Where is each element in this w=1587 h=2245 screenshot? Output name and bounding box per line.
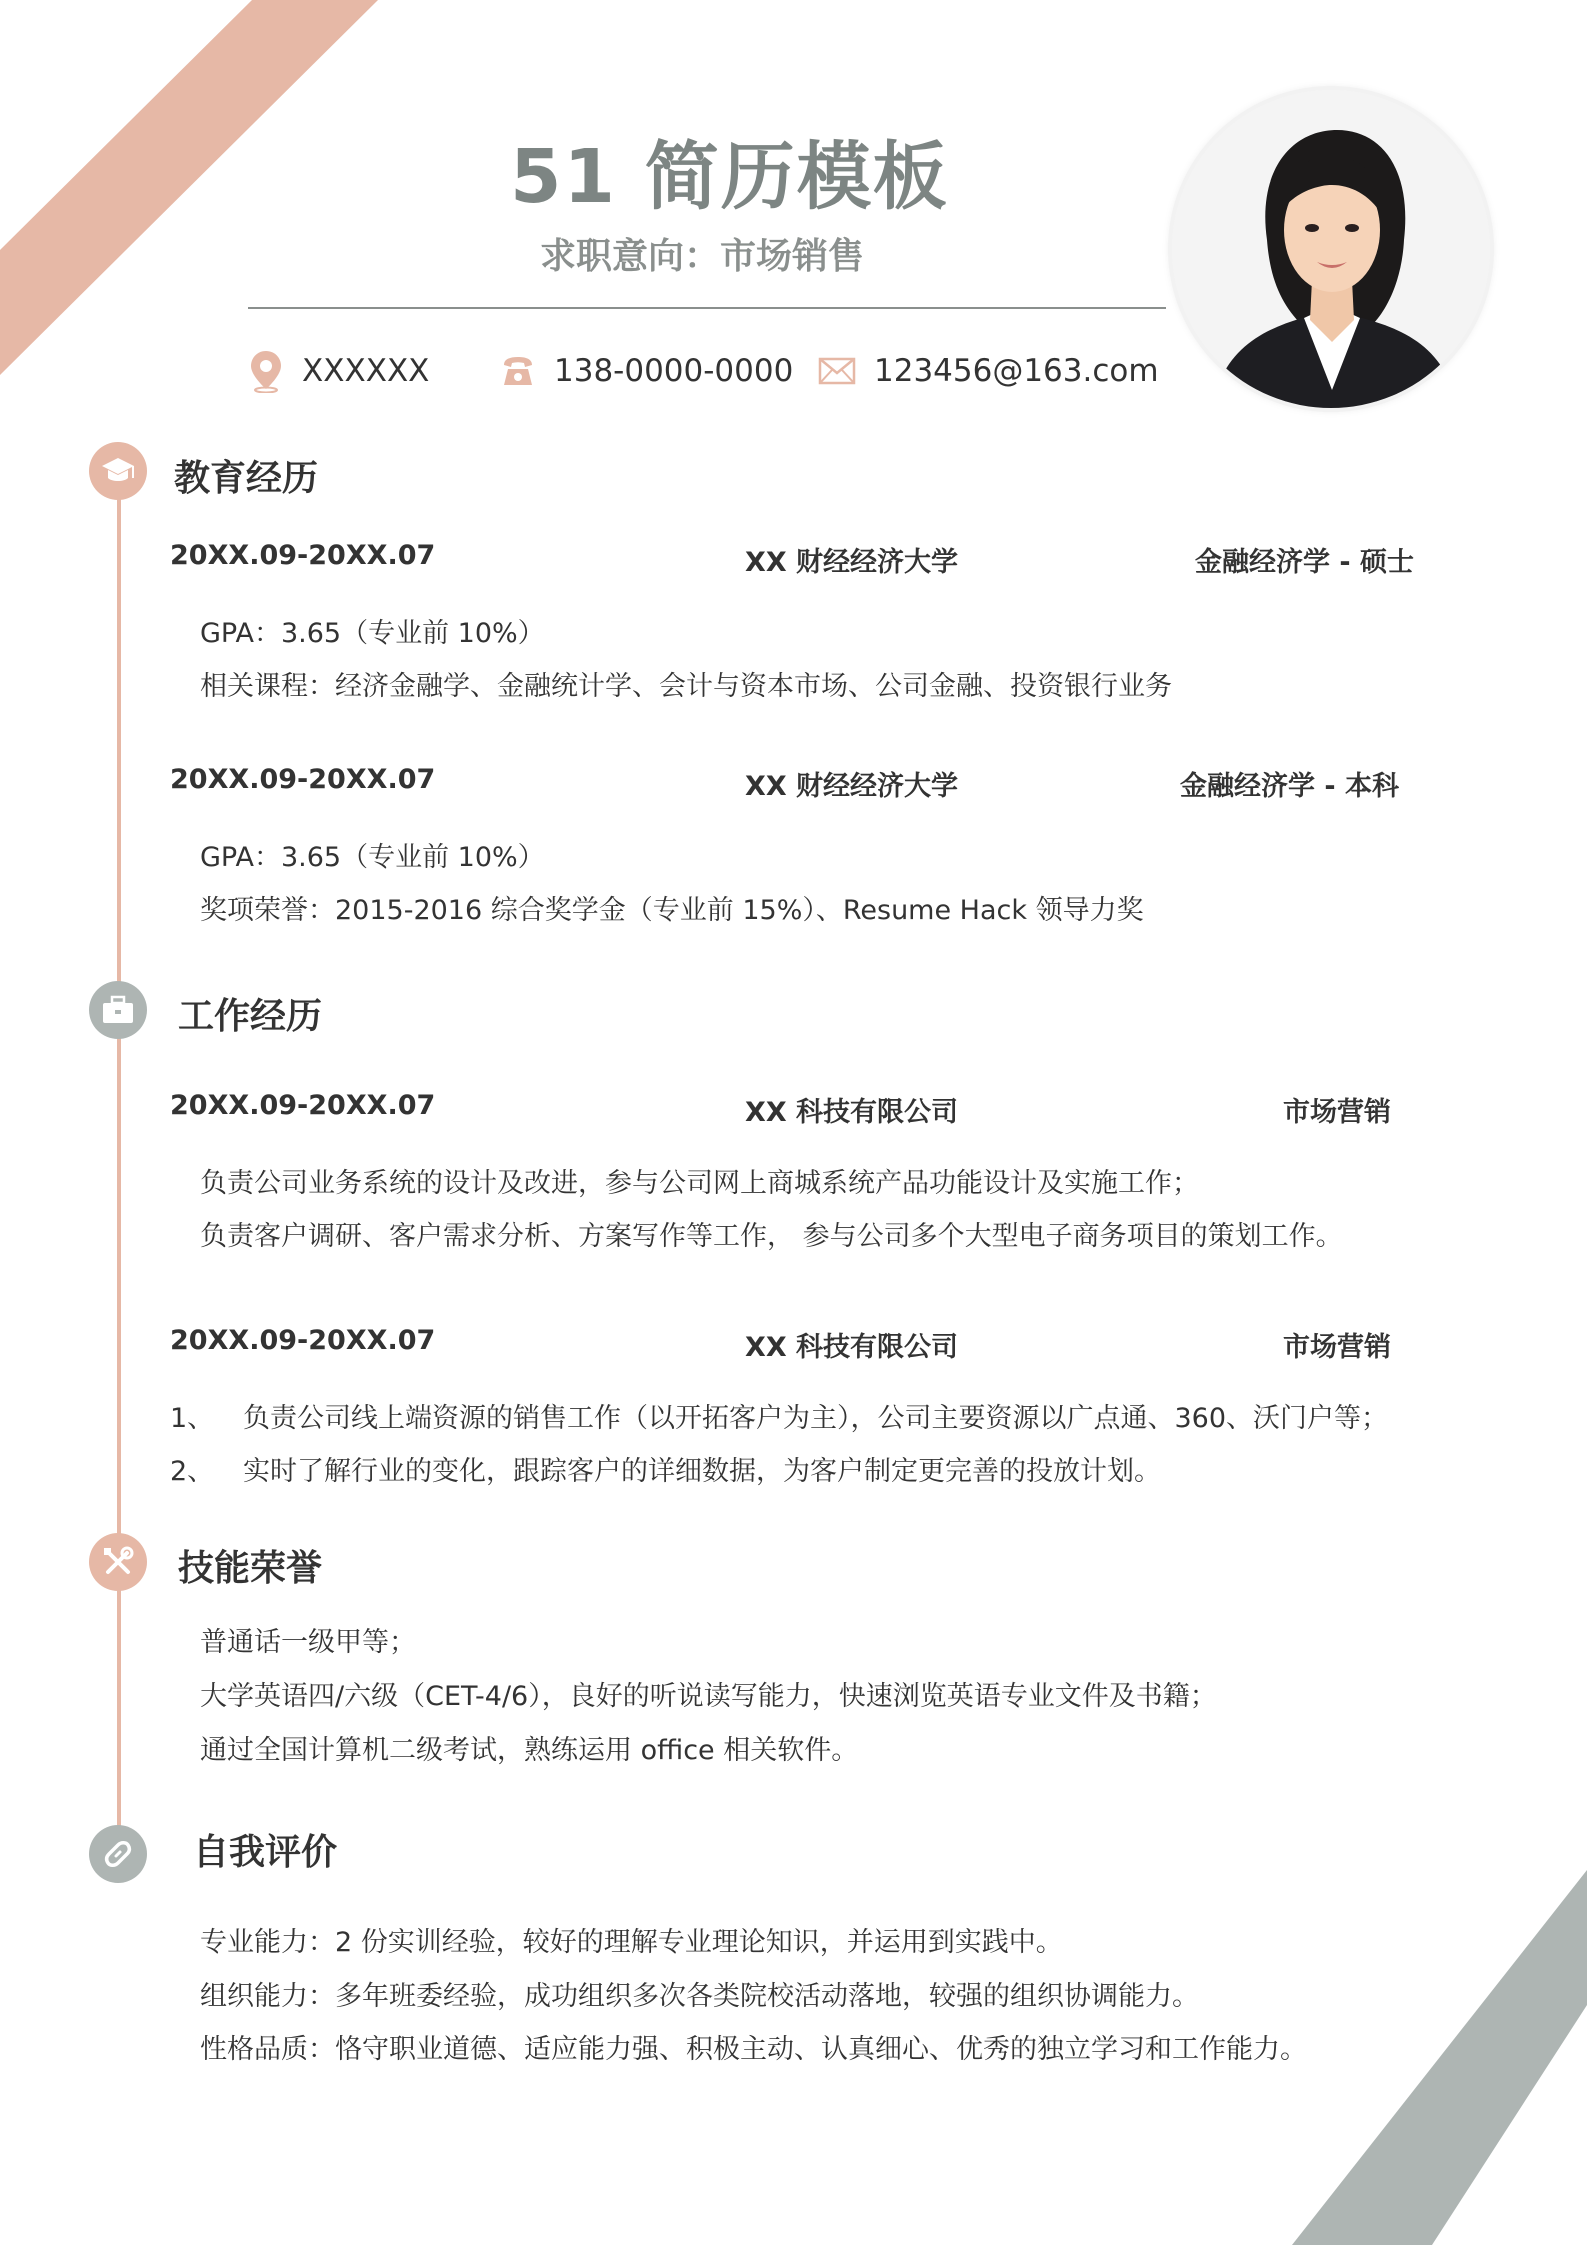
graduation-cap-icon [100, 456, 136, 486]
work1-company: XX 科技有限公司 [745, 1097, 959, 1128]
briefcase-icon [100, 995, 136, 1025]
edu1-degree: 金融经济学 - 硕士 [1195, 547, 1415, 578]
work2-num-2: 2、 [170, 1456, 215, 1487]
edu2-line-1: GPA：3.65（专业前 10%） [200, 842, 545, 873]
work1-line-1: 负责公司业务系统的设计及改进，参与公司网上商城系统产品功能设计及实施工作； [200, 1168, 1199, 1199]
mail-icon [818, 356, 856, 386]
self-title: 自我评价 [193, 1832, 338, 1873]
phone-icon [500, 353, 536, 389]
job-objective: 求职意向：市场销售 [540, 236, 865, 277]
contact-location [248, 346, 429, 396]
phone-text: 138-0000-0000 [554, 353, 794, 389]
header-divider [248, 307, 1166, 309]
education-title: 教育经历 [174, 458, 319, 499]
work1-date: 20XX.09-20XX.07 [170, 1090, 436, 1121]
edu2-degree: 金融经济学 - 本科 [1180, 771, 1400, 802]
edu1-line-2: 相关课程：经济金融学、金融统计学、会计与资本市场、公司金融、投资银行业务 [200, 671, 1172, 702]
edu2-school: XX 财经经济大学 [745, 771, 959, 802]
work2-company: XX 科技有限公司 [745, 1332, 959, 1363]
work-title: 工作经历 [178, 996, 323, 1037]
contact-phone [500, 346, 793, 396]
self-badge [89, 1825, 147, 1883]
skills-line-1: 普通话一级甲等； [200, 1627, 416, 1658]
contact-email [818, 346, 1159, 396]
work2-num-1: 1、 [170, 1403, 215, 1434]
work-badge [89, 981, 147, 1039]
skills-title: 技能荣誉 [178, 1548, 323, 1589]
portrait-photo [1172, 90, 1490, 408]
skills-line-3: 通过全国计算机二级考试，熟练运用 office 相关软件。 [200, 1735, 859, 1766]
work2-line-1: 负责公司线上端资源的销售工作（以开拓客户为主），公司主要资源以广点通、360、沃门户等； [243, 1403, 1389, 1434]
work2-role: 市场营销 [1283, 1332, 1391, 1363]
resume-title: 51 简历模板 [510, 134, 949, 220]
skills-line-2: 大学英语四/六级（CET-4/6），良好的听说读写能力，快速浏览英语专业文件及书籍； [200, 1681, 1217, 1712]
location-text: XXXXXX [302, 353, 430, 389]
work2-line-2: 实时了解行业的变化，跟踪客户的详细数据，为客户制定更完善的投放计划。 [243, 1456, 1161, 1487]
self-line-3: 性格品质：恪守职业道德、适应能力强、积极主动、认真细心、优秀的独立学习和工作能力。 [200, 2034, 1307, 2065]
work2-date: 20XX.09-20XX.07 [170, 1325, 436, 1356]
timeline-line [117, 470, 121, 1835]
edu1-school: XX 财经经济大学 [745, 547, 959, 578]
top-left-stripe [0, 0, 400, 400]
self-line-2: 组织能力：多年班委经验，成功组织多次各类院校活动落地，较强的组织协调能力。 [200, 1981, 1199, 2012]
edu1-line-1: GPA：3.65（专业前 10%） [200, 618, 545, 649]
education-badge [89, 442, 147, 500]
self-line-1: 专业能力：2 份实训经验，较好的理解专业理论知识，并运用到实践中。 [200, 1927, 1063, 1958]
work1-line-2: 负责客户调研、客户需求分析、方案写作等工作， 参与公司多个大型电子商务项目的策划工作。 [200, 1221, 1343, 1252]
edu2-date: 20XX.09-20XX.07 [170, 764, 436, 795]
edu1-date: 20XX.09-20XX.07 [170, 540, 436, 571]
location-icon [248, 349, 284, 393]
work1-role: 市场营销 [1283, 1097, 1391, 1128]
tools-icon [101, 1545, 135, 1579]
email-text: 123456@163.com [874, 353, 1159, 389]
edu2-line-2: 奖项荣誉：2015-2016 综合奖学金（专业前 15%）、Resume Hack 领导力奖 [200, 895, 1144, 926]
skills-badge [89, 1533, 147, 1591]
link-icon [101, 1837, 135, 1871]
